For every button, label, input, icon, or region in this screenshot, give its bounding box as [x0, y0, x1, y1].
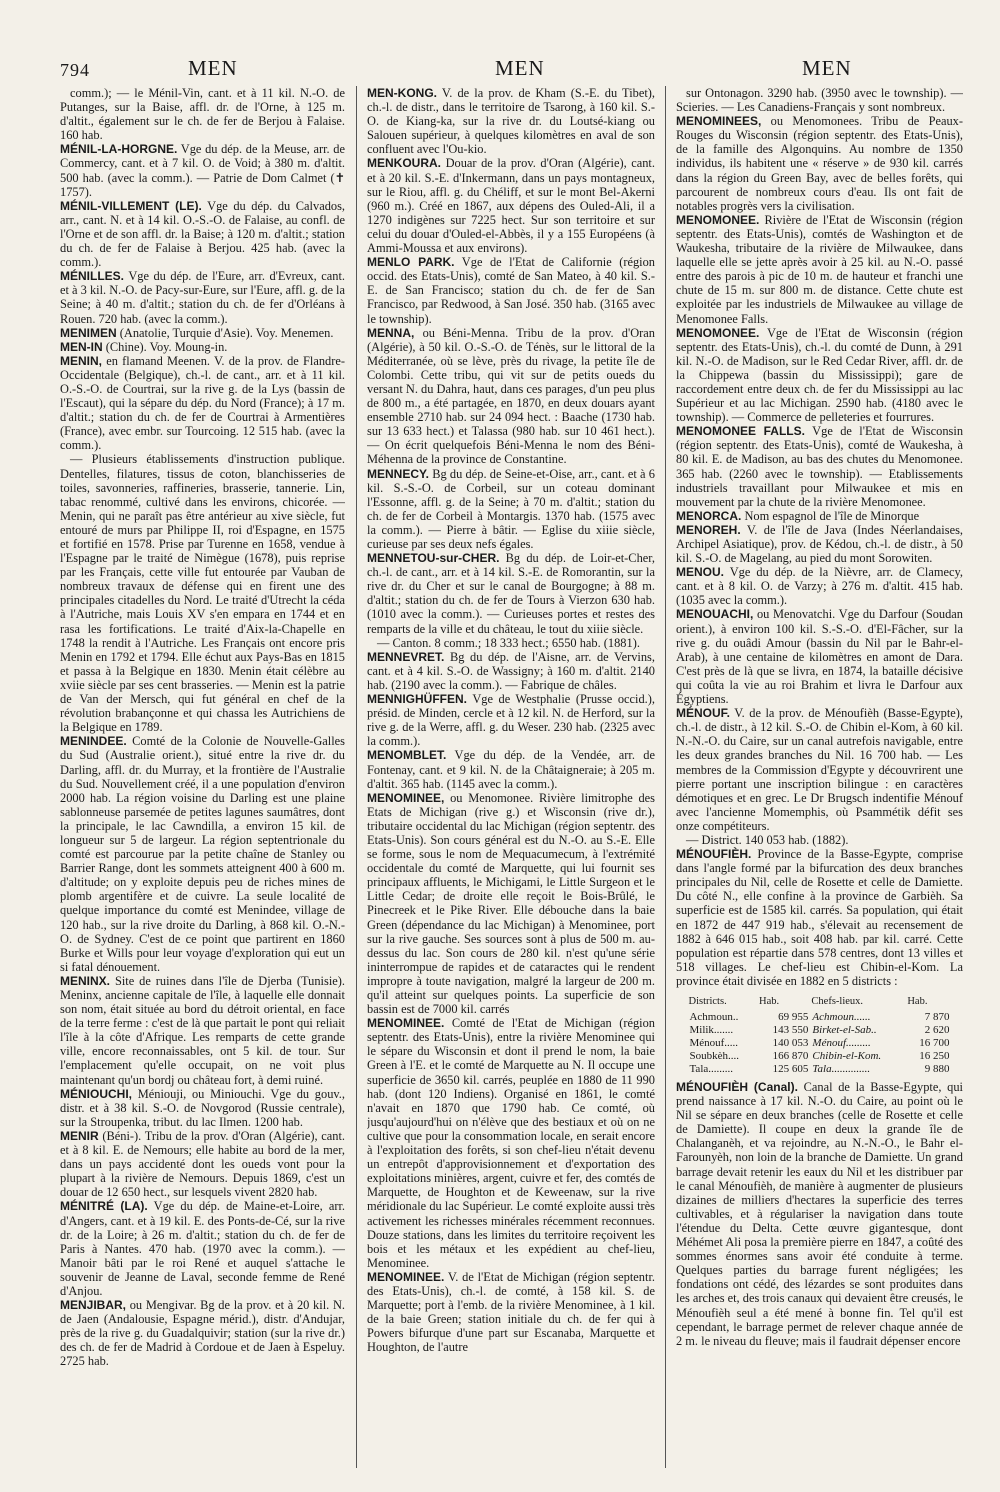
- dictionary-entry: [60, 734, 345, 974]
- table-row: [687, 1024, 951, 1037]
- dictionary-entry: [367, 255, 655, 325]
- entry-headword: MÉNIL-VILLEMENT (LE).: [60, 198, 202, 213]
- dictionary-entry: [676, 114, 963, 213]
- entry-headword: MENNECY.: [367, 466, 430, 481]
- entry-text: Bg du dép. de Loir-et-Cher, ch.-l. de cant., arr. et à 14 kil. S.-E. de Romorantin, sur la rive dr. du Cher et sur le canal de Bourgogne; à 88 m. d'altit.; station du ch. de fer de Tours à Vierzon 630 hab. (1010 avec la comm.). — Curieuses portes et restes des remparts de la ville et du château, le tout du xiiie siècle.: [367, 551, 655, 636]
- running-head-center: MEN: [495, 56, 545, 80]
- entry-text: V. de la prov. de Ménoufièh (Basse-Egypte), ch.-l. de distr., à 12 kil. S.-O. de Chibin el-Kom, à 60 kil. N.-N.-O. du Caire, sur un canal autrefois navigable, entre les deux grandes branches du Nil. 16 700 hab. — Les membres de la Commission d'Egypte y découvrirent une pierre portant une inscription bilingue : en caractères démotiques et en grec. Le Dr Brugsch indentifie Ménouf avec l'ancienne Momemphis, où Psammétik défit ses onze compétiteurs.: [676, 706, 963, 833]
- entry-headword: MENORCA.: [676, 508, 742, 523]
- column-divider: [665, 86, 666, 1468]
- column-2: [367, 86, 655, 1470]
- entry-text: ou Menovatchi. Vge du Darfour (Soudan orient.), à environ 100 kil. S.-S.-O. d'El-Fâcher, sur la rive g. du ouâdi Amour (bassin du Nil par le Bahr-el-Arab), à une centaine de kilomètres en amont de Dara. C'est près de là que se livra, en 1874, la bataille décisive qui coûta la vie au roi Brahim et livra le Darfour aux Égyptiens.: [676, 607, 963, 707]
- dictionary-entry: [676, 847, 963, 988]
- entry-text: (Chine). Voy. Moung-in.: [105, 339, 228, 354]
- entry-headword: MENNIGHÜFFEN.: [367, 692, 467, 707]
- entry-headword: MENOMONEE.: [676, 325, 760, 340]
- dictionary-entry: [60, 1087, 345, 1129]
- table-row: [687, 1063, 951, 1076]
- entry-text: Vge de l'Etat de Californie (région occid. des Etats-Unis), comté de San Mateo, à 40 kil. S.-E. de San Francisco; station du ch. de fer de San Francisco, par Redwood, à San José. 350 hab. (3165 avec le township).: [367, 255, 655, 326]
- running-head-right: MEN: [802, 56, 852, 80]
- entry-headword: MENOMONEE.: [676, 212, 760, 227]
- entry-text: en flamand Meenen. V. de la prov. de Flandre-Occidentale (Belgique), ch.-l. de cant., arr. et à 11 kil. O.-S.-O. de Courtrai, sur la rive g. de la Lys (bassin de l'Escaut), qui la sépare du dép. du Nord (France); à 17 m. d'altit.; station du ch. de fer de Courtrai à Armentières (France), avec embr. sur Tourcoing. 12 515 hab. (avec la comm.).: [60, 353, 345, 453]
- dictionary-entry: [676, 607, 963, 706]
- entry-text: (Anatolie, Turquie d'Asie). Voy. Menemen.: [119, 325, 334, 340]
- chief-town-population: 16 700: [919, 1037, 950, 1049]
- entry-text: Rivière de l'Etat de Wisconsin (région septentr. des Etats-Unis), comtés de Washington et de Waukesha, tributaire de la rivière de Milwaukee, dans laquelle elle se jette après avoir à 25 kil. au N.-O. passé entre des parois à pic de 10 m. de hauteur et franchi une chute de 15 m. sur 800 m. de distance. Cette chute est exploitée par les industriels de Milwaukee au village de Menomonee Falls.: [676, 212, 963, 326]
- dictionary-entry: [60, 269, 345, 325]
- dictionary-entry: [676, 326, 963, 425]
- entry-headword: MEN-IN: [60, 339, 103, 354]
- entry-text: Nom espagnol de l'île de Minorque: [744, 508, 920, 523]
- entry-headword: MÉNOUFIÈH (Canal).: [676, 1080, 798, 1094]
- dictionary-entry: [676, 424, 963, 509]
- districts-table: [687, 994, 951, 1076]
- entry-text: Bg du dép. de l'Aisne, arr. de Vervins, cant. et à 4 kil. S.-O. de Wassigny; à 160 m. d'altit. 2140 hab. (2190 avec la comm.). — Fabrique de châles.: [367, 649, 655, 692]
- entry-headword: MENNA,: [367, 325, 415, 340]
- entry-text: sur Ontonagon. 3290 hab. (3950 avec le township). — Scieries. — Les Canadiens-Français y sont nombreux.: [676, 86, 963, 115]
- table-header-cell: Districts.: [688, 996, 727, 1007]
- table-row: [687, 1037, 951, 1050]
- entry-headword: MENNEVRET.: [367, 649, 445, 664]
- entry-headword: MENOMINEE.: [367, 1016, 445, 1031]
- dictionary-entry: [367, 156, 655, 255]
- district-population: 69 955: [778, 1011, 809, 1023]
- dictionary-entry: [676, 213, 963, 326]
- entry-headword: MÉNITRÉ (LA).: [60, 1199, 148, 1214]
- dictionary-entry: [676, 706, 963, 833]
- entry-headword: MENIMEN: [60, 325, 117, 340]
- dictionary-entry: [676, 509, 963, 523]
- entries-col1: [60, 86, 345, 1369]
- dictionary-entry: [60, 86, 345, 142]
- district-name: Ménouf.....: [689, 1037, 739, 1049]
- dictionary-entry: [367, 467, 655, 552]
- entry-headword: MENINX.: [60, 973, 111, 988]
- entry-text: ou Menomonees. Tribu de Peaux-Rouges du Wisconsin (région septentr. des Etats-Unis), de la famille des Algonquins. Au nombre de 1350 individus, ils habitent une « réserve » de 930 kil. carrés dans la région du Green Bay, avec de belles forêts, qui parcourent de nombreux cours d'eau. Ils ont fait de notables progrès vers la civilisation.: [676, 114, 963, 213]
- dictionary-entry: [676, 833, 963, 847]
- district-population: 143 550: [772, 1024, 809, 1036]
- entry-headword: MENOMONEE FALLS.: [676, 424, 805, 439]
- entry-text: Vge du dép. de la Meuse, arr. de Commercy, cant. et à 7 kil. O. de Void; à 380 m. d'altit. 500 hab. (avec la comm.). — Patrie de Dom Calmet (✝ 1757).: [60, 142, 345, 199]
- dictionary-entry: [367, 636, 655, 650]
- entry-headword: MÉNOUFIÈH.: [676, 847, 752, 862]
- column-divider: [356, 86, 357, 1468]
- entry-headword: MENOU.: [676, 565, 724, 580]
- entry-text: V. de la prov. de Kham (S.-E. du Tibet), ch.-l. de distr., dans le territoire de Tsarong, à 160 kil. S.-O. de Kiang-ka, sur la rive dr. du Loutsé-kiang ou Salouen supérieur, à quelques kilomètres en aval de son confluent avec l'Ou-kio.: [367, 86, 655, 157]
- dictionary-entry: [367, 326, 655, 467]
- dictionary-entry: [60, 452, 345, 734]
- dictionary-entry: [60, 340, 345, 354]
- entry-headword: MENOUACHI,: [676, 607, 754, 622]
- entry-headword: MENOMINEE,: [367, 790, 445, 805]
- district-population: 140 053: [772, 1037, 809, 1049]
- entry-text: comm.); — le Ménil-Vin, cant. et à 11 kil. N.-O. de Putanges, sur la Baise, affl. dr. de l'Orne, à 125 m. d'altit., également sur le ch. de fer de Berjou à Falaise. 160 hab.: [60, 86, 345, 143]
- dictionary-entry: [367, 1270, 655, 1355]
- dictionary-entry: [60, 974, 345, 1087]
- entry-text: Vge du dép. de l'Eure, arr. d'Evreux, cant. et à 3 kil. N.-O. de Pacy-sur-Eure, sur l'Eure, affl. g. de la Seine; à 40 m. d'altit.; station du ch. de fer d'Orléans à Rouen. 720 hab. (avec la comm.).: [60, 269, 345, 326]
- dictionary-entry: [60, 199, 345, 269]
- entry-text: — Plusieurs établissements d'instruction publique. Dentelles, filatures, tissus de coton, blanchisseries de toiles, savonneries, raffineries, brasserie, tannerie. Lin, tabac renommé, cultivé dans les environs, chicorée. — Menin, qui ne paraît pas être antérieur au xive siècle, fut entouré de murs par Philippe II, roi d'Espagne, en 1575 et fortifié en 1578. Prise par Turenne en 1658, vendue à l'Espagne par le traité de Nimègue (1678), puis reprise par les Français, cette ville fut entourée par Vauban de nombreux travaux de défense qui en firent une des principales citadelles du Nord. Le traité d'Utrecht la céda à l'Autriche, mais Louis XV s'en empara en 1744 et en rasa les fortifications. Le traité d'Aix-la-Chapelle en 1748 la rendit à l'Autriche. Les Français ont encore pris Menin en 1792 et 1794. Elle échut aux Pays-Bas en 1815 et passa à la Belgique en 1830. Menin était célèbre au xviie siècle par ses cent brasseries. — Menin est la patrie de Van der Mersch, qui fut général en chef de la révolution brabançonne et qui chassa les Autrichiens de la Belgique en 1789.: [60, 452, 345, 735]
- chief-town: Achmoun......: [812, 1011, 871, 1023]
- district-name: Soubkèh....: [689, 1050, 739, 1062]
- entry-headword: MENKOURA.: [367, 156, 441, 171]
- districts-table-header: [687, 994, 951, 1011]
- entry-headword: MENOMBLET.: [367, 748, 447, 763]
- entry-headword: MENJIBAR,: [60, 1298, 127, 1313]
- dictionary-entry: [367, 692, 655, 748]
- entry-headword: MÉNIL-LA-HORGNE.: [60, 142, 178, 157]
- entry-text: Bg du dép. de Seine-et-Oise, arr., cant. et à 6 kil. S.-S.-O. de Corbeil, sur un coteau dominant l'Essonne, affl. g. de la Seine; à 70 m. d'altit.; station du ch. de fer de Corbeil à Montargis. 1370 hab. (1575 avec la comm.). — Pierre à bâtir. — Eglise du xiiie siècle, curieuse par ses deux nefs égales.: [367, 466, 655, 551]
- table-row: [687, 1050, 951, 1063]
- dictionary-entry: [60, 1129, 345, 1199]
- entry-text: Site de ruines dans l'île de Djerba (Tunisie). Meninx, ancienne capitale de l'île, à laquelle elle donnait son nom, était située au bord du détroit oriental, en face de la terre ferme : c'est de là que partait le pont qui reliait l'île à la côte d'Afrique. Les remparts de cette grande ville, encore reconnaissables, ont 5 kil. de tour. Sur l'emplacement qu'elle occupait, on ne voit plus maintenant qu'un bordj ou château fort, à demi ruiné.: [60, 973, 345, 1087]
- district-population: 166 870: [772, 1050, 809, 1062]
- entry-text: Province de la Basse-Egypte, comprise dans l'angle formé par la bifurcation des deux branches principales du Nil, celle de Rosette et celle de Damiette. Du côté N., elle confine à la province de Garbièh. Sa superficie est de 1585 kil. carrés. Sa population, qui était en 1872 de 447 919 hab., s'élevait au recensement de 1882 à 646 015 hab., soit 408 hab. par kil. carré. Cette population est répartie dans 578 centres, dont 13 villes et 518 villages. Le chef-lieu est Chibin-el-Kom. La province était divisée en 1882 en 5 districts :: [676, 847, 963, 988]
- entry-text: Vge du dép. du Calvados, arr., cant. N. et à 14 kil. O.-S.-O. de Falaise, au confl. de l'Orne et de son affl. dr. la Baise; à 120 m. d'altit.; station du ch. de fer de Falaise à Berjou. 425 hab. (avec la comm.).: [60, 198, 345, 270]
- dictionary-entry: [60, 1199, 345, 1298]
- entry-text: ou Béni-Menna. Tribu de la prov. d'Oran (Algérie), à 50 kil. O.-S.-O. de Ténès, sur le littoral de la Méditerranée, où se lève, près du rivage, la petite île de Colombi. Cette tribu, qui vit sur de petits oueds du versant N. du Dahra, haut, dans ces parages, d'un peu plus de 800 m., a été partagée, en 1870, en deux douars ayant ensemble 2710 hab. sur 24 094 hect. : Baache (1730 hab. sur 13 633 hect.) et Talassa (980 hab. sur 10 461 hect.). — On écrit quelquefois Béni-Menna le nom des Béni-Méhenna de la province de Constantine.: [367, 325, 655, 467]
- entry-text: V. de l'Etat de Michigan (région septentr. des Etats-Unis), ch.-l. de comté, à 158 kil. S. de Marquette; port à l'emb. de la rivière Menominee, à 1 kil. de la baie Green; station initiale du ch. de fer qui à Powers bifurque d'une part sur Escanaba, Marquette et Houghton, de l'autre: [367, 1269, 655, 1355]
- entry-headword: MÉNOUF.: [676, 706, 730, 721]
- entry-headword: MENOMINEE.: [367, 1269, 445, 1284]
- entry-headword: MEN-KONG.: [367, 86, 437, 100]
- entry-headword: MENINDEE.: [60, 734, 127, 749]
- entries-col3b: [676, 1080, 963, 1348]
- entry-headword: MENIN,: [60, 353, 102, 368]
- entry-text: Vge du dép. de la Vendée, arr. de Fontenay, cant. et 9 kil. N. de la Châtaigneraie; à 205 m. d'altit. 365 hab. (1145 avec la comm.).: [367, 748, 655, 791]
- entry-headword: MENLO PARK.: [367, 255, 455, 270]
- dictionary-entry: [367, 650, 655, 692]
- district-name: Achmoun..: [689, 1011, 739, 1023]
- entry-headword: MENOREH.: [676, 522, 741, 537]
- dictionary-entry: [367, 86, 655, 156]
- entry-text: Canal de la Basse-Egypte, qui prend naissance à 17 kil. N.-O. du Caire, au point où le Nil se sépare en deux branches (celle de Rosette et celle de Damiette). Il coupe en deux la grande île de Chalanganèh, et va rejoindre, au N.-N.-O., le Bahr el-Farounyèh, non loin de la branche de Damiette. Un grand barrage devait retenir les eaux du Nil et les distribuer par le canal Ménoufièh, de manière à augmenter de plusieurs dizaines de milliers d'hectares la superficie des terres cultivables, et à régulariser la navigation dans toute l'étendue du Delta. Cette œuvre gigantesque, dont Méhémet Ali posa la première pierre en 1847, a coûté des sommes énormes sans avoir été conduite à terme. Quelques parties du barrage furent négligées; les fondations ont cédé, des lézardes se sont produites dans les arches et, des trois canaux qui devaient être creusés, le Ménoufièh seul a été mené à bonne fin. Tel qu'il est cependant, le barrage permet de relever chaque année de 2 m. le niveau du fleuve; mais il faudrait dépenser encore: [676, 1080, 963, 1348]
- entry-headword: MÉNILLES.: [60, 269, 125, 284]
- entry-text: — District. 140 053 hab. (1882).: [686, 832, 849, 847]
- entry-text: Comté de la Colonie de Nouvelle-Galles du Sud (Australie orient.), situé entre la rive dr. du Darling, affl. dr. du Murray, et la frontière de l'Australie du Sud. Nouvellement créé, il a une population d'environ 2000 hab. La région voisine du Darling est une plaine sablonneuse parsemée de petites lagunes saumâtres, dont la principale, le lac Cawndilla, a environ 15 kil. de longueur sur 5 de largeur. La région septentrionale du comté est parcourue par la petite chaîne de Stanley ou Barrier Range, dont les sommets atteignent 400 à 600 m. d'altitude; on y exploite depuis peu de riches mines de plomb argentifère et de cuivre. La seule localité de quelque importance du comté est Menindee, village de 120 hab., sur la rive droite du Darling, à 868 kil. O.-N.-O. de Sydney. C'est de ce point que partirent en 1860 Burke et Wills pour leur voyage d'exploration qui eut un si fatal dénouement.: [60, 734, 345, 974]
- district-name: Milik.......: [689, 1024, 734, 1036]
- chief-town: Birket-el-Sab..: [812, 1024, 877, 1036]
- dictionary-entry: [60, 326, 345, 340]
- entry-headword: MÉNIOUCHI,: [60, 1086, 132, 1101]
- entry-text: Vge de l'Etat de Wisconsin (région septentr. des Etats-Unis), comté de Waukesha, à 80 kil. E. de Madison, au bas des chutes du Menomonee. 365 hab. (2260 avec le township). — Etablissements industriels travaillant pour Milwaukee et mis en mouvement par la chute de la rivière Menomonee.: [676, 424, 963, 509]
- district-population: 125 605: [772, 1063, 809, 1075]
- entry-text: V. de l'île de Java (Indes Néerlandaises, Archipel Asiatique), prov. de Kédou, ch.-l. de distr., à 50 kil. S.-O. de Magelang, au pied du mont Sorowiten.: [676, 522, 963, 566]
- entry-text: ou Mengivar. Bg de la prov. et à 20 kil. N. de Jaen (Andalousie, Espagne mérid.), distr. d'Andujar, près de la rive g. du Guadalquivir; station (sur la rive dr.) des ch. de fer de Madrid à Cordoue et de Jaen à Espeluy. 2725 hab.: [60, 1298, 345, 1369]
- column-1: [60, 86, 345, 1470]
- table-row: [687, 1011, 951, 1024]
- chief-town-population: 16 250: [919, 1050, 950, 1062]
- entry-text: Douar de la prov. d'Oran (Algérie), cant. et à 20 kil. S.-E. d'Inkermann, dans un pays montagneux, sur le Riou, affl. g. du Chéliff, et sur le mont Bel-Akerni (960 m.). Créé en 1867, aux dépens des Ouled-Ali, il a 1270 indigènes sur 7225 hect. Sur son territoire et sur celui du douar d'Ouled-el-Abbès, il y a 155 Européens (à Ammi-Moussa et aux environs).: [367, 156, 655, 256]
- dictionary-entry: [676, 1080, 963, 1348]
- entry-text: ou Menomonee. Rivière limitrophe des Etats de Michigan (rive g.) et Wisconsin (rive dr.), tributaire occidental du lac Michigan (région septentr. des Etats-Unis). Son cours général est du N.-O. au S.-E. Elle se forme, sous le nom de Mequacumecum, à l'extrémité occidentale du comté de Marquette, qui lui fournit ses principaux affluents, le Michigami, le Little Surgeon et le Little Cedar; de droite elle reçoit le Bois-Brûlé, le Pinecreek et le Pike River. Elle débouche dans la baie Green (dépendance du lac Michigan) à Menominee, port sur la rive gauche. Ses sources sont à plus de 500 m. au-dessus du lac. Son cours de 280 kil. n'est qu'une série ininterrompue de rapides et de cataractes qui le rendent impropre à toute navigation, malgré la largeur de 200 m. qu'il atteint sur quelques points. La superficie de son bassin est de 7000 kil. carrés: [367, 790, 655, 1017]
- dictionary-entry: [60, 354, 345, 453]
- entry-text: Vge de l'Etat de Wisconsin (région septentr. des Etats-Unis), ch.-l. du comté de Dunn, à 291 kil. N.-O. de Madison, sur le Red Cedar River, affl. dr. de la Chippewa (bassin du Mississippi); gare de raccordement entre deux ch. de fer du Mississippi au lac Supérieur et au lac Michigan. 2590 hab. (4180 avec le township). — Commerce de pelleteries et fourrures.: [676, 325, 963, 425]
- entry-text: Méniouji, ou Miniouchi. Vge du gouv., distr. et à 38 kil. S.-O. de Novgorod (Russie centrale), sur la Stroupenka, tribut. du lac Ilmen. 1200 hab.: [60, 1086, 345, 1129]
- dictionary-entry: [367, 791, 655, 1017]
- dictionary-entry: [676, 565, 963, 607]
- entry-text: Comté de l'Etat de Michigan (région septentr. des Etats-Unis), entre la rivière Menominee qui le sépare du Wisconsin et dont il prend le nom, la baie Green à l'E. et le comté de Marquette au N. Il occupe une superficie de 3650 kil. carrés, peuplée en 1880 de 11 990 hab. (dont 120 Indiens). Organisé en 1861, le comté n'avait en 1870 que 1790 hab. Ce comté, où jusqu'aujourd'hui on n'élève que des bestiaux et où on ne cultive que pour la consommation locale, en serait encore à l'exploitation des forêts, si son chef-lieu n'était devenu un entrepôt d'approvisionnement et d'exportation des exploitations minières, argent, cuivre et fer, des comtés de Marquette, de Houghton et de Keweenaw, sur la rive méridionale du lac Supérieur. Le comté exploite aussi très activement les richesses minérales récemment reconnues. Douze stations, dans les limites du territoire reçoivent les bois et les métaux et les expédient au chef-lieu, Menominee.: [367, 1016, 655, 1270]
- entry-text: Vge du dép. de Maine-et-Loire, arr. d'Angers, cant. et à 19 kil. E. des Ponts-de-Cé, sur la rive dr. de la Loire; à 26 m. d'altit.; station du ch. de fer de Paris à Nantes. 470 hab. (1970 avec la comm.). — Manoir bâti par le roi René et auquel s'attache le souvenir de Jeanne de Laval, seconde femme de René d'Anjou.: [60, 1199, 345, 1298]
- dictionary-entry: [60, 1298, 345, 1368]
- chief-town: Ménouf.........: [812, 1037, 871, 1049]
- chief-town-population: 9 880: [924, 1063, 950, 1075]
- entries-col3a: [676, 86, 963, 988]
- entry-text: (Béni-). Tribu de la prov. d'Oran (Algérie), cant. et à 8 kil. E. de Nemours; elle habite au bord de la mer, dans un pays accidenté dont les oueds vont pour la plupart à la rivière de Nemours. Depuis 1869, c'est un douar de 12 650 hect., sur lesquels vivent 2820 hab.: [60, 1128, 345, 1200]
- entry-headword: MENOMINEES,: [676, 114, 762, 129]
- dictionary-entry: [367, 748, 655, 790]
- entry-text: — Canton. 8 comm.; 18 333 hect.; 6550 hab. (1881).: [377, 635, 640, 650]
- entry-text: Vge de Westphalie (Prusse occid.), présid. de Minden, cercle et à 12 kil. N. de Herford, sur la rive g. de la Werre, affl. g. du Weser. 230 hab. (2325 avec la comm.).: [367, 692, 655, 749]
- entry-headword: MENIR: [60, 1128, 99, 1143]
- table-header-cell: Hab.: [759, 996, 780, 1007]
- entries-col2: [367, 86, 655, 1354]
- column-3: [676, 86, 963, 1470]
- chief-town: Tala..............: [812, 1063, 871, 1075]
- table-header-cell: Hab.: [907, 996, 928, 1007]
- table-header-cell: Chefs-lieux.: [811, 996, 864, 1007]
- entry-headword: MENNETOU-sur-CHER.: [367, 551, 500, 566]
- chief-town-population: 2 620: [924, 1024, 950, 1036]
- dictionary-entry: [367, 1016, 655, 1270]
- running-head-left: MEN: [188, 56, 238, 80]
- chief-town-population: 7 870: [924, 1011, 950, 1023]
- entry-text: Vge du dép. de la Nièvre, arr. de Clamecy, cant. et à 8 kil. O. de Varzy; à 276 m. d'altit. 415 hab. (1035 avec la comm.).: [676, 565, 963, 608]
- page-number: 794: [60, 60, 90, 80]
- dictionary-entry: [367, 551, 655, 636]
- district-name: Tala.........: [689, 1063, 734, 1075]
- dictionary-entry: [60, 142, 345, 198]
- dictionary-entry: [676, 86, 963, 114]
- chief-town: Chibin-el-Kom.: [812, 1050, 882, 1062]
- dictionary-entry: [676, 523, 963, 565]
